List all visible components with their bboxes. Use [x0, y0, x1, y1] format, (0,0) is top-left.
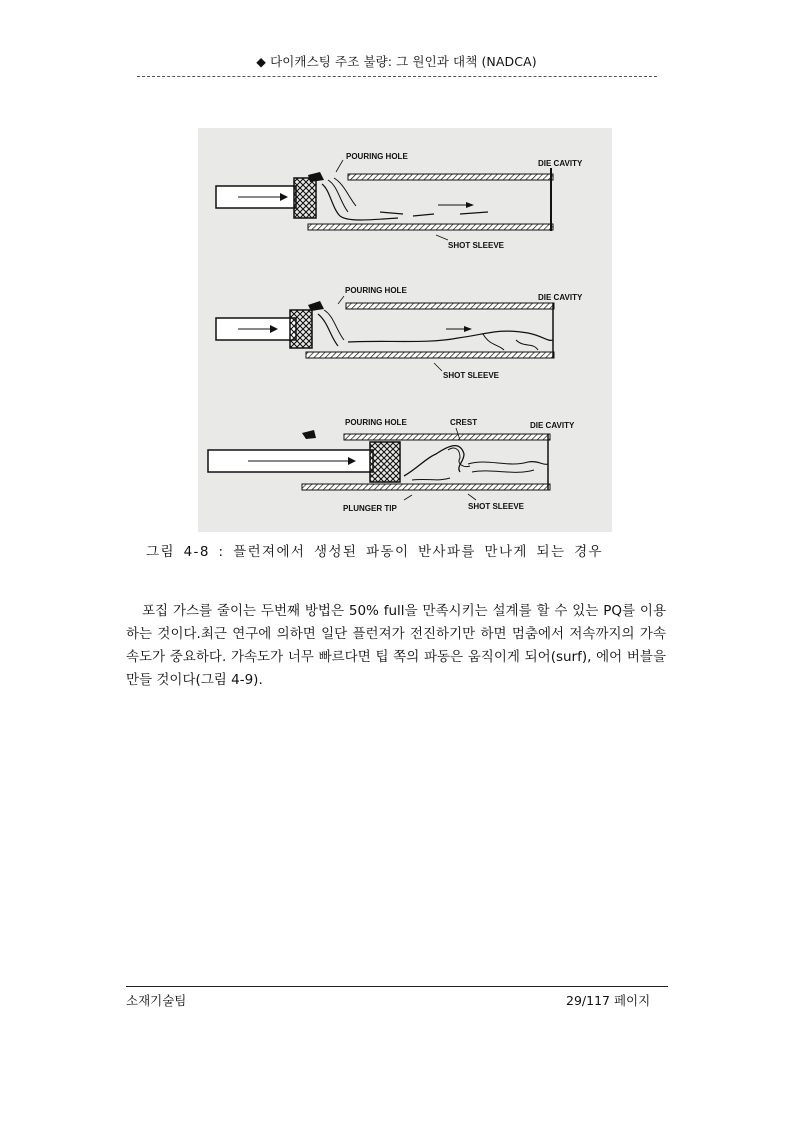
figure-caption: 그림 4-8 : 플런져에서 생성된 파동이 반사파를 만나게 되는 경우 — [146, 544, 604, 560]
panel-2-diagram — [216, 286, 583, 380]
footer-divider — [126, 986, 668, 987]
header-divider — [137, 76, 657, 77]
body-text — [126, 600, 666, 692]
header-title: 다이캐스팅 주조 불량: 그 원인과 대책 (NADCA) — [270, 54, 537, 69]
footer-page-number: 29/117 페이지 — [566, 993, 651, 1008]
footer-team: 소재기술팀 — [126, 993, 187, 1008]
panel-1-diagram — [216, 152, 583, 250]
panel-3-diagram — [208, 418, 575, 513]
panel-3-die-cavity-label: DIE CAVITY — [530, 421, 575, 430]
diamond-bullet-icon: ◆ — [256, 54, 266, 69]
panel-1-shot-sleeve-label: SHOT SLEEVE — [448, 241, 505, 250]
panel-3-shot-sleeve-label: SHOT SLEEVE — [468, 502, 525, 511]
panel-1-pouring-hole-label: POURING HOLE — [346, 152, 408, 161]
panel-2-die-cavity-label: DIE CAVITY — [538, 293, 583, 302]
shot-sleeve-figure — [198, 128, 612, 532]
panel-3-plunger-tip-label: PLUNGER TIP — [343, 504, 397, 513]
panel-2-shot-sleeve-label: SHOT SLEEVE — [443, 371, 500, 380]
panel-3-crest-label: CREST — [450, 418, 478, 427]
page-header — [0, 52, 793, 70]
panel-2-pouring-hole-label: POURING HOLE — [345, 286, 407, 295]
body-paragraph: 포집 가스를 줄이는 두번째 방법은 50% full을 만족시키는 설계를 할 수 있는 PQ를 이용하는 것이다.최근 연구에 의하면 일단 플런져가 전진하기만 하면 멈춤에서 저속까지의 가속속도가 중요하다. 가속도가 너무 빠르다면 팁 쪽의 파동은 움직이게 되어(surf), 에어 버블을 만들 것이다(그림 4-9). — [126, 603, 666, 688]
panel-1-die-cavity-label: DIE CAVITY — [538, 159, 583, 168]
panel-3-pouring-hole-label: POURING HOLE — [345, 418, 407, 427]
